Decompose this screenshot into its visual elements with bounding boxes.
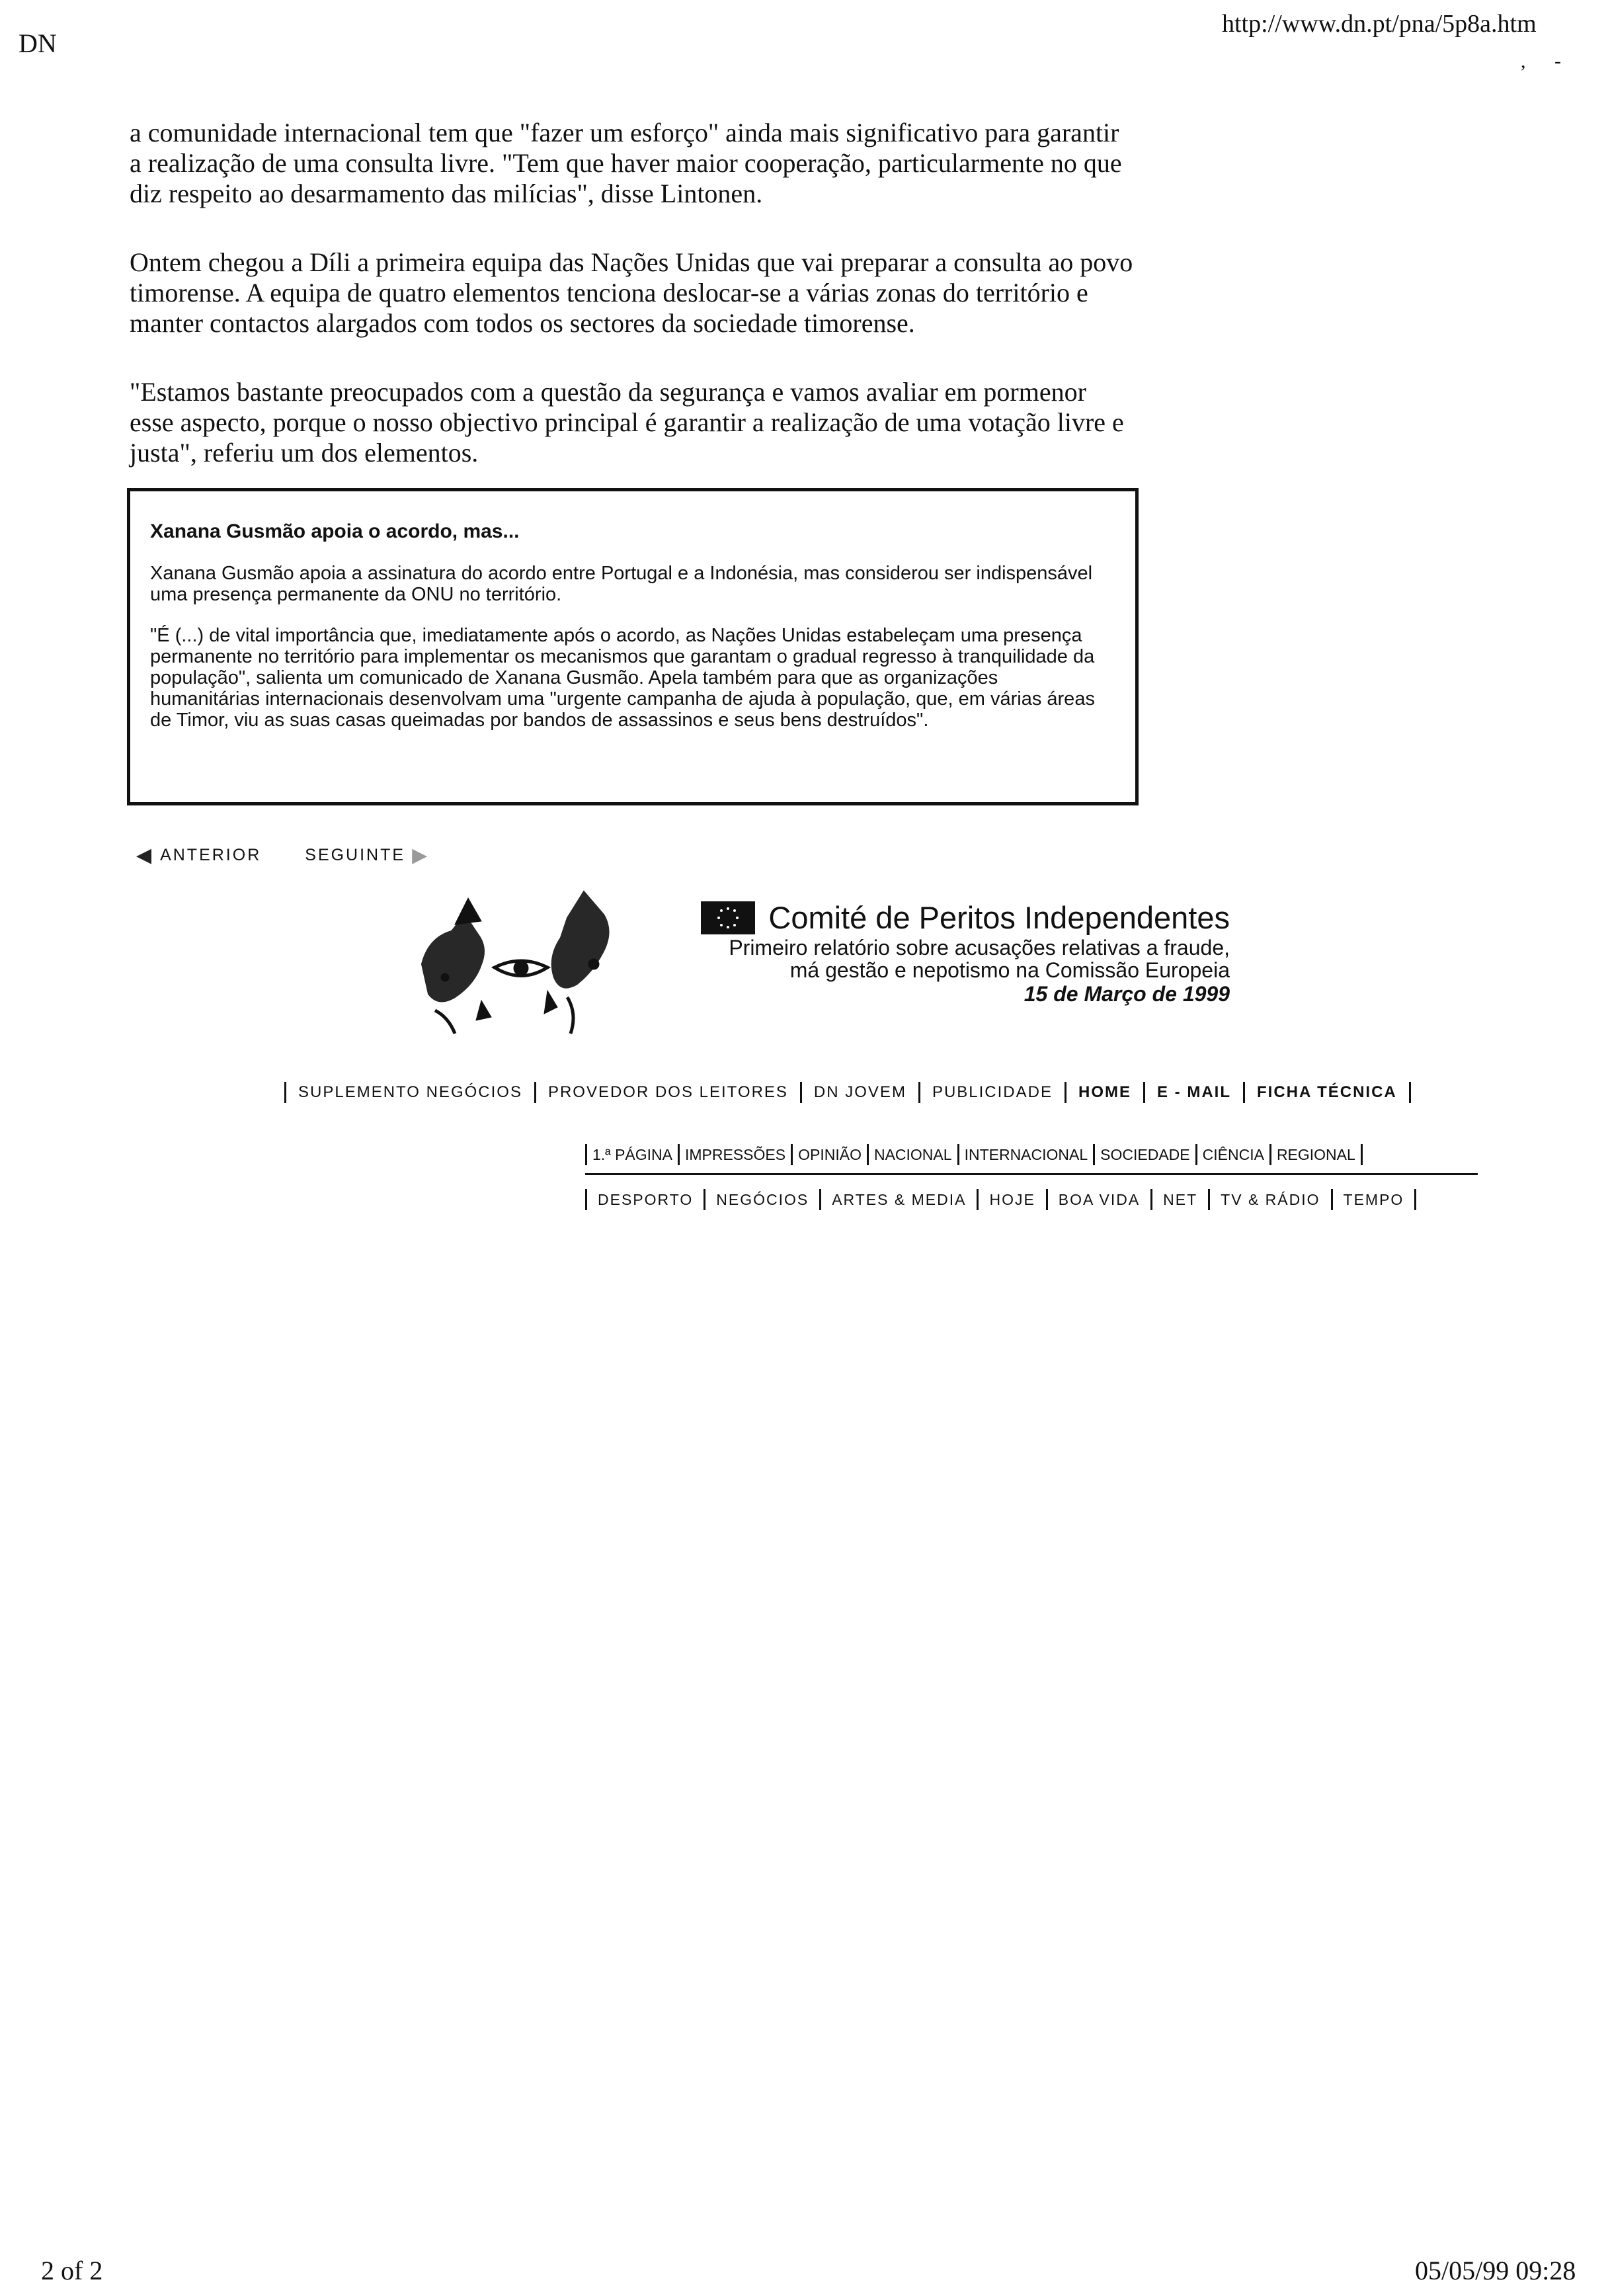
next-link[interactable] <box>305 844 436 867</box>
prev-link[interactable] <box>130 844 261 867</box>
pager <box>130 844 436 867</box>
prev-label: ANTERIOR <box>160 846 262 864</box>
nav-separator <box>867 1144 869 1165</box>
sidebar-box-paragraph: Xanana Gusmão apoia a assinatura do acordo entre Portugal e a Indonésia, mas considerou ser indispensável uma presença permanente da ONU no território. <box>150 563 1093 605</box>
nav-row-3 <box>585 1189 1416 1210</box>
nav-link-home[interactable]: HOME <box>1078 1083 1131 1101</box>
nav-link-negocios[interactable]: NEGÓCIOS <box>716 1190 809 1208</box>
nav-separator <box>1269 1144 1271 1165</box>
print-timestamp: 05/05/99 09:28 <box>1415 2256 1576 2285</box>
nav-link-ficha-tecnica[interactable]: FICHA TÉCNICA <box>1256 1083 1397 1101</box>
nav-separator <box>1150 1189 1152 1210</box>
page-count: 2 of 2 <box>41 2256 103 2285</box>
nav-separator <box>585 1144 587 1165</box>
nav-separator <box>704 1189 705 1210</box>
banner-title-row <box>635 899 1230 936</box>
nav-separator <box>1208 1189 1210 1210</box>
arrow-right-icon: ▶ <box>412 844 430 866</box>
nav-separator <box>977 1189 979 1210</box>
nav-separator <box>918 1082 920 1103</box>
article-paragraph: a comunidade internacional tem que "fazer um esforço" ainda mais significativo para garantir a realização de uma consulta livre. "Tem que haver maior cooperação, particularmente no que diz respeito ao desarmamento das milícias", disse Lintonen. <box>130 118 1122 208</box>
nav-link-email[interactable]: E - MAIL <box>1156 1083 1231 1101</box>
nav-separator <box>1414 1189 1416 1210</box>
eu-flag-icon <box>701 901 755 934</box>
article-paragraph: "Estamos bastante preocupados com a questão da segurança e vamos avaliar em pormenor esse aspecto, porque o nosso objectivo principal é garantir a realização de uma votação livre e justa", referiu um dos elementos. <box>130 377 1124 468</box>
nav-link-primeira-pagina[interactable]: 1.ª PÁGINA <box>592 1145 672 1163</box>
sidebar-box-paragraph: "É (...) de vital importância que, imediatamente após o acordo, as Nações Unidas estabeleçam uma presença permanente no território para implementar os mecanismos que garantam o gradual regresso à tranquilidade da população", salienta um comunicado de Xanana Gusmão. Apela também para que as organizações humanitárias internacionais desenvolvam uma "urgente campanha de ajuda à população, que, em várias áreas de Timor, viu as suas casas queimadas por bandos de assassinos e seus bens destruídos". <box>150 625 1095 731</box>
nav-separator <box>791 1144 793 1165</box>
nav-divider <box>585 1173 1478 1175</box>
nav-link-tempo[interactable]: TEMPO <box>1343 1190 1404 1208</box>
arrow-left-icon: ◀ <box>136 844 154 866</box>
nav-separator <box>1143 1082 1145 1103</box>
sidebar-box-title: Xanana Gusmão apoia o acordo, mas... <box>150 520 520 542</box>
nav-link-boa-vida[interactable]: BOA VIDA <box>1058 1190 1141 1208</box>
nav-link-sociedade[interactable]: SOCIEDADE <box>1100 1145 1190 1163</box>
nav-separator <box>1093 1144 1095 1165</box>
banner-link[interactable] <box>635 899 1230 1006</box>
nav-separator <box>1065 1082 1066 1103</box>
nav-separator <box>819 1189 821 1210</box>
next-label: SEGUINTE <box>305 846 406 864</box>
banner-illustration[interactable] <box>415 885 627 1037</box>
nav-separator <box>1331 1189 1333 1210</box>
nav-link-provedor[interactable]: PROVEDOR DOS LEITORES <box>547 1083 788 1101</box>
nav-link-internacional[interactable]: INTERNACIONAL <box>964 1145 1088 1163</box>
nav-separator <box>1195 1144 1197 1165</box>
nav-separator <box>1046 1189 1048 1210</box>
banner-title: Comité de Peritos Independentes <box>768 900 1230 935</box>
nav-link-regional[interactable]: REGIONAL <box>1276 1145 1355 1163</box>
nav-separator <box>1243 1082 1245 1103</box>
nav-separator <box>585 1189 587 1210</box>
nav-separator <box>800 1082 802 1103</box>
sidebar-box <box>127 488 1139 805</box>
nav-link-nacional[interactable]: NACIONAL <box>873 1145 952 1163</box>
nav-link-net[interactable]: NET <box>1163 1190 1198 1208</box>
nav-link-hoje[interactable]: HOJE <box>989 1190 1035 1208</box>
nav-row-1 <box>284 1082 1411 1103</box>
nav-separator <box>534 1082 536 1103</box>
page-url: http://www.dn.pt/pna/5p8a.htm <box>1222 10 1537 38</box>
nav-separator <box>1409 1082 1411 1103</box>
article-paragraph: Ontem chegou a Díli a primeira equipa das Nações Unidas que vai preparar a consulta ao povo timorense. A equipa de quatro elementos tenciona deslocar-se a várias zonas do território e manter contactos alargados com todos os sectores da sociedade timorense. <box>130 247 1133 338</box>
banner-subtitle-1: Primeiro relatório sobre acusações relativas a fraude, <box>729 936 1230 960</box>
nav-link-publicidade[interactable]: PUBLICIDADE <box>932 1083 1053 1101</box>
nav-link-tv-radio[interactable]: TV & RÁDIO <box>1221 1190 1320 1208</box>
nav-separator <box>957 1144 959 1165</box>
nav-link-ciencia[interactable]: CIÊNCIA <box>1202 1145 1264 1163</box>
nav-link-artes-media[interactable]: ARTES & MEDIA <box>832 1190 967 1208</box>
nav-link-desporto[interactable]: DESPORTO <box>598 1190 694 1208</box>
banner-date: 15 de Março de 1999 <box>1024 982 1230 1006</box>
nav-link-opiniao[interactable]: OPINIÃO <box>798 1145 862 1163</box>
site-label: DN <box>19 28 57 58</box>
header-marks: , - <box>1521 50 1573 72</box>
nav-link-dn-jovem[interactable]: DN JOVEM <box>813 1083 906 1101</box>
nav-separator <box>284 1082 286 1103</box>
nav-link-impressoes[interactable]: IMPRESSÕES <box>685 1145 786 1163</box>
nav-separator <box>1361 1144 1363 1165</box>
article-body <box>130 118 1135 507</box>
nav-link-suplemento-negocios[interactable]: SUPLEMENTO NEGÓCIOS <box>298 1083 522 1101</box>
nav-row-2 <box>585 1144 1363 1165</box>
banner-subtitle-2: má gestão e nepotismo na Comissão Europeia <box>789 958 1230 982</box>
nav-separator <box>678 1144 680 1165</box>
